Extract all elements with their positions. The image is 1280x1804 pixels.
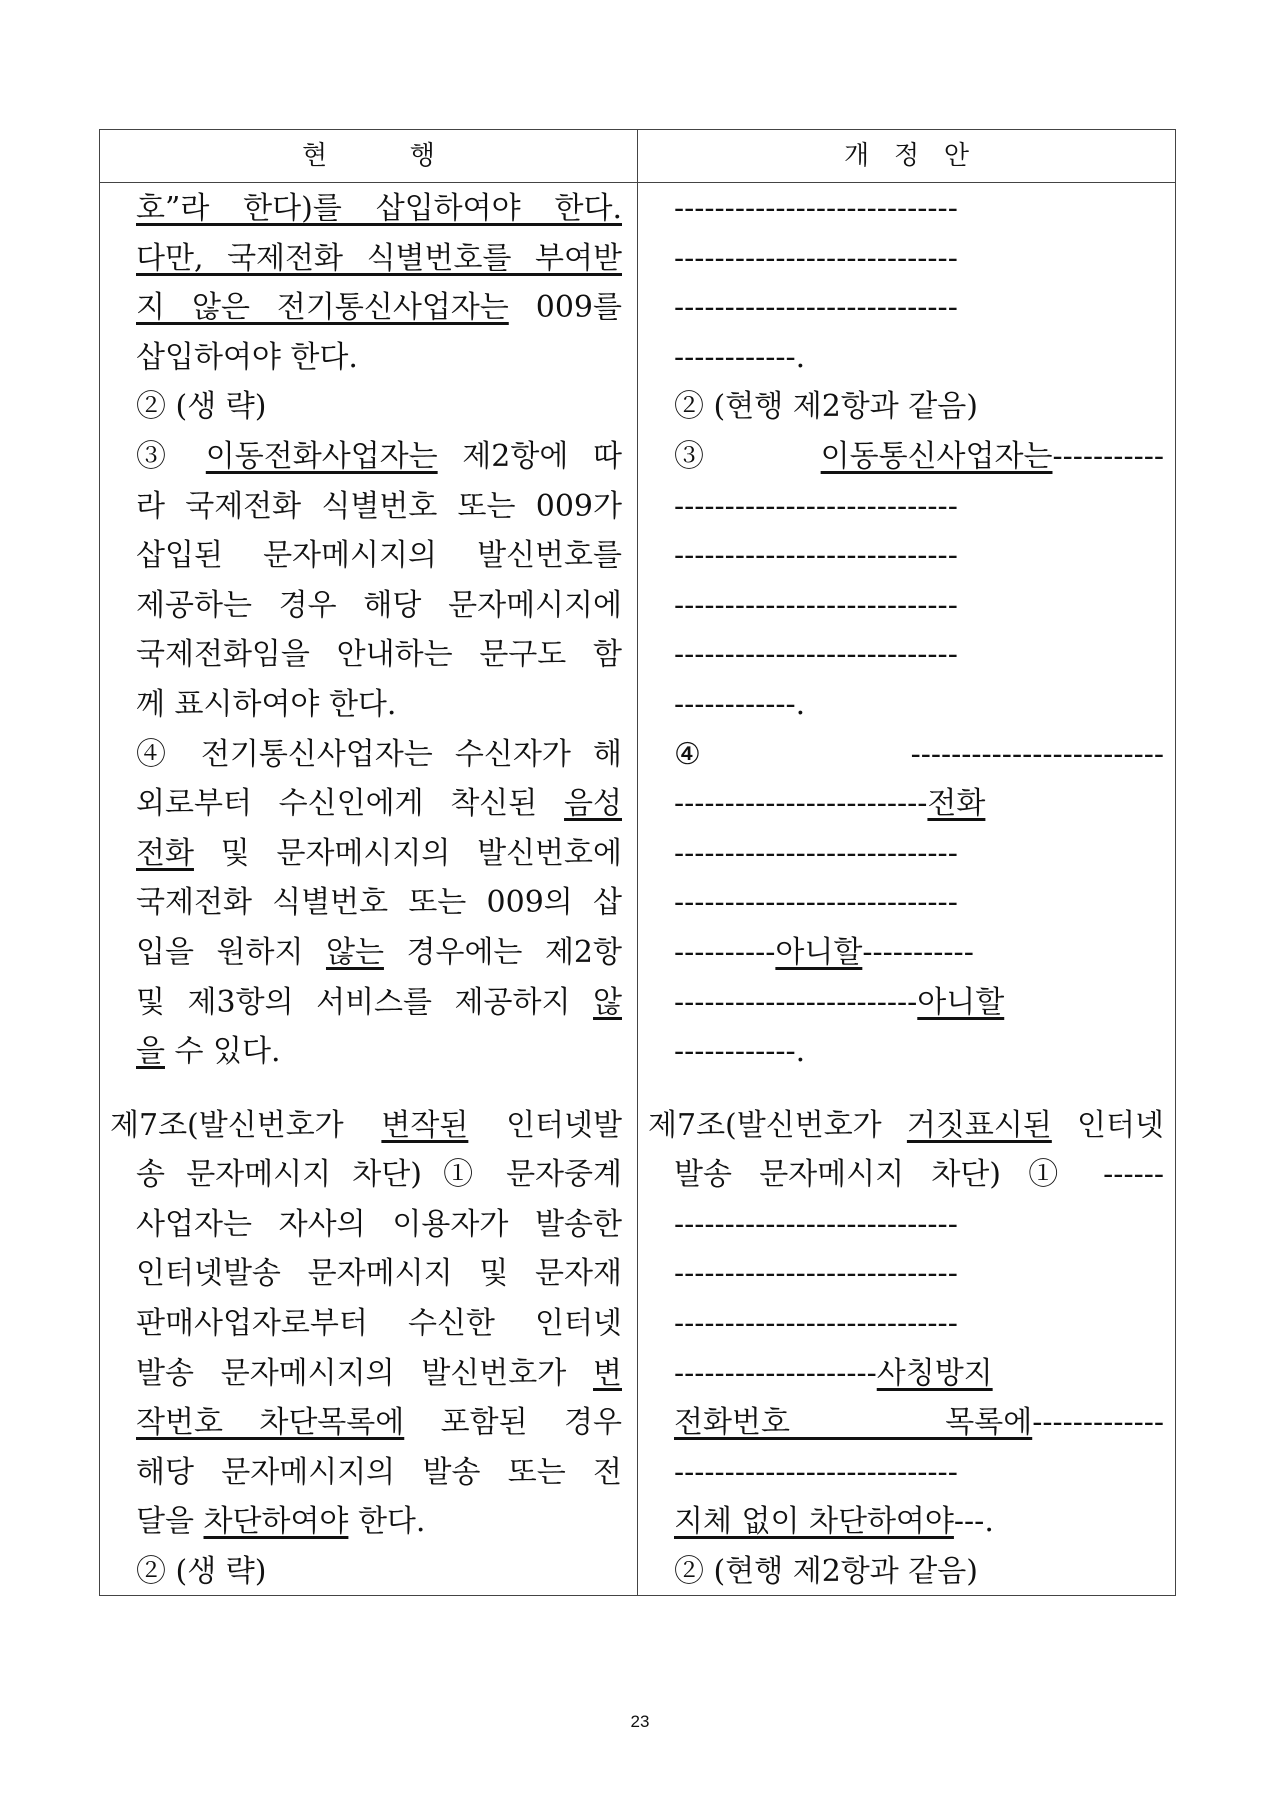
left-text-line: ③ 이동전화사업자는 제2항에 따	[136, 438, 622, 474]
left-text-line: 국제전화 식별번호 또는 009의 삽	[136, 885, 622, 921]
comparison-table	[99, 129, 1176, 1596]
right-text-line: 제7조(발신번호가 거짓표시된 인터넷	[648, 1107, 1164, 1143]
amended-phrase: 전화번호 목록에	[674, 1405, 1033, 1441]
left-text-line: 제공하는 경우 해당 문자메시지에	[136, 587, 622, 623]
amended-phrase: 아니할	[917, 984, 1005, 1020]
right-text-line: ----------------------------	[674, 191, 958, 226]
right-text-line: ----------------------------	[674, 290, 958, 326]
header-divider	[100, 182, 1175, 183]
right-text-line: 발송 문자메시지 차단) ① ------	[674, 1157, 1164, 1193]
left-text-line	[136, 234, 622, 284]
header-proposed: 개 정 안	[844, 141, 969, 171]
left-text-line: 작번호 차단목록에 포함된 경우	[136, 1405, 622, 1441]
left-text-line: 입을 원하지 않는 경우에는 제2항	[136, 934, 622, 970]
right-text-line: 전화번호 목록에-------------	[674, 1405, 1164, 1441]
left-text-line: 인터넷발송 문자메시지 및 문자재	[136, 1256, 622, 1292]
right-text-line: ----------------------------	[674, 885, 958, 921]
amended-phrase: 지 않은 전기통신사업자는	[136, 290, 509, 326]
right-text-line: ----------------------------	[674, 240, 958, 276]
amended-phrase: 전화	[927, 786, 986, 822]
amended-phrase: 작번호 차단목록에	[136, 1405, 405, 1441]
proposed-text-column	[648, 184, 1164, 1597]
right-text-line: ------------------------아니할	[674, 984, 1005, 1020]
right-text-line: ------------.	[674, 686, 806, 722]
left-text-line: 삽입된 문자메시지의 발신번호를	[136, 538, 622, 574]
right-text-line: -------------------------전화	[674, 786, 986, 822]
left-text-line: 및 제3항의 서비스를 제공하지 않	[136, 984, 622, 1020]
amended-phrase: 거짓표시된	[906, 1107, 1052, 1143]
right-text-line: ----------------------------	[674, 488, 958, 524]
right-text-line: ------------.	[674, 1034, 806, 1070]
left-text-line: 판매사업자로부터 수신한 인터넷	[136, 1306, 622, 1342]
left-text-line: 제7조(발신번호가 변작된 인터넷발	[110, 1107, 622, 1143]
right-text-line: 지체 없이 차단하여야---.	[674, 1504, 994, 1540]
left-text-line: 지 않은 전기통신사업자는 009를	[136, 290, 622, 326]
left-text-line: 달을 차단하여야 한다.	[136, 1504, 426, 1540]
right-text-line: --------------------사칭방지	[674, 1355, 993, 1391]
amended-phrase: 않는	[325, 934, 384, 970]
amended-phrase: 이동전화사업자는	[205, 438, 438, 474]
amended-phrase: 변작된	[381, 1107, 469, 1143]
left-text-line: 께 표시하여야 한다.	[136, 686, 397, 722]
left-text-line: 외로부터 수신인에게 착신된 음성	[136, 786, 622, 822]
left-text-line: 사업자는 자사의 이용자가 발송한	[136, 1206, 622, 1242]
left-text-line: 발송 문자메시지의 발신번호가 변	[136, 1355, 622, 1391]
header-current: 현 행	[302, 141, 435, 171]
amended-phrase: 호”라 한다)를 삽입하여야 한다.	[136, 191, 622, 226]
amended-phrase: 사칭방지	[876, 1355, 993, 1391]
page-number: 23	[630, 1712, 650, 1731]
amended-phrase: 아니할	[775, 934, 863, 970]
left-text-line: 을 수 있다.	[136, 1034, 281, 1070]
left-text-line: 전화 및 문자메시지의 발신번호에	[136, 835, 622, 871]
amended-phrase: 이동통신사업자는	[820, 438, 1053, 474]
right-text-line: ④ -------------------------	[674, 736, 1164, 772]
right-text-line: ③ 이동통신사업자는-----------	[674, 438, 1164, 474]
right-text-line: ----------------------------	[674, 1454, 958, 1490]
amended-phrase: 지체 없이 차단하여야	[674, 1504, 954, 1540]
amended-phrase: 음성	[564, 786, 622, 822]
left-text-line	[136, 1077, 622, 1101]
right-text-line: ② (현행 제2항과 같음)	[674, 1554, 978, 1590]
column-divider	[637, 130, 638, 1595]
right-text-line: ----------------------------	[674, 1256, 958, 1292]
right-text-line	[674, 1077, 1164, 1101]
right-text-line: ----------------------------	[674, 637, 958, 673]
right-text-line: ----------아니할-----------	[674, 934, 974, 970]
current-text-column	[110, 184, 622, 1597]
left-text-line: 삽입하여야 한다.	[136, 339, 358, 375]
right-text-line: ----------------------------	[674, 835, 958, 871]
amended-phrase: 차단하여야	[203, 1504, 349, 1540]
left-text-line: 해당 문자메시지의 발송 또는 전	[136, 1454, 622, 1490]
right-text-line: ------------.	[674, 339, 806, 375]
left-text-line: ② (생 략)	[136, 1554, 267, 1590]
left-text-line: 송 문자메시지 차단) ① 문자중계	[136, 1157, 622, 1193]
amended-phrase: 다만, 국제전화 식별번호를 부여받	[136, 240, 622, 276]
amended-phrase: 않	[593, 984, 622, 1020]
left-text-line: 국제전화임을 안내하는 문구도 함	[136, 637, 622, 673]
right-text-line: ② (현행 제2항과 같음)	[674, 389, 978, 425]
left-text-line: ② (생 략)	[136, 389, 267, 425]
right-text-line: ----------------------------	[674, 1306, 958, 1342]
amended-phrase: 을	[136, 1034, 165, 1070]
amended-phrase: 변	[593, 1355, 622, 1391]
right-text-line: ----------------------------	[674, 1206, 958, 1242]
right-text-line: ----------------------------	[674, 587, 958, 623]
right-text-line: ----------------------------	[674, 538, 958, 574]
left-text-line	[136, 184, 622, 234]
left-text-line: 라 국제전화 식별번호 또는 009가	[136, 488, 622, 524]
left-text-line: ④ 전기통신사업자는 수신자가 해	[136, 736, 622, 772]
amended-phrase: 전화	[136, 835, 194, 871]
